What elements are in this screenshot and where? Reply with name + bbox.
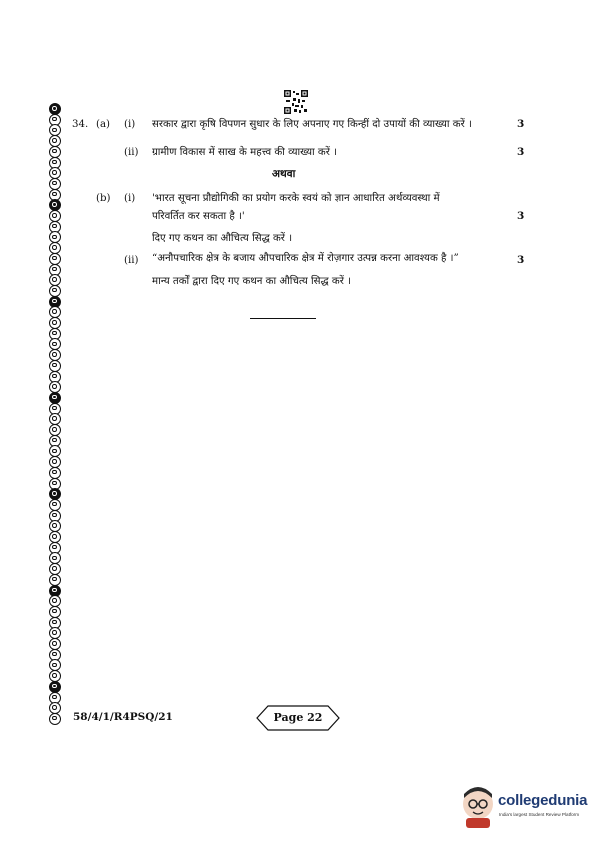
margin-ring-icon (49, 467, 61, 479)
part-b-i-marks: 3 (517, 210, 525, 222)
part-b-i-line3: दिए गए कथन का औचित्य सिद्ध करें । (152, 233, 293, 244)
margin-ring-icon (49, 146, 61, 158)
page-number: Page 22 (273, 711, 323, 724)
part-a-ii-number: (ii) (124, 147, 139, 158)
logo-tagline: India's largest Student Review Platform (499, 812, 580, 817)
paper-code: 58/4/1/R4PSQ/21 (73, 711, 173, 723)
part-a-ii-text: ग्रामीण विकास में साख के महत्त्व की व्याख्या करें । (152, 147, 337, 158)
end-rule (250, 318, 316, 319)
part-a-i-number: (i) (124, 119, 136, 130)
part-b-ii-marks: 3 (517, 254, 525, 266)
margin-ring-icon (49, 713, 61, 725)
part-b-i-line2: परिवर्तित कर सकता है ।' (152, 211, 245, 222)
margin-ring-icon (49, 574, 61, 586)
part-b-i-line1: 'भारत सूचना प्रौद्योगिकी का प्रयोग करके स्वयं को ज्ञान आधारित अर्थव्यवस्था में (152, 193, 440, 204)
part-b-i-number: (i) (124, 193, 136, 204)
qr-code-icon (284, 90, 308, 114)
part-a-ii-marks: 3 (517, 146, 525, 158)
part-a-i-text: सरकार द्वारा कृषि विपणन सुधार के लिए अपनाए गए किन्हीं दो उपायों की व्याख्या करें । (152, 119, 472, 130)
part-a-label: (a) (96, 119, 111, 130)
question-number: 34. (72, 119, 89, 130)
part-b-ii-line2: मान्य तर्कों द्वारा दिए गए कथन का औचित्य सिद्ध करें । (152, 276, 352, 287)
part-b-ii-line1: “अनौपचारिक क्षेत्र के बजाय औपचारिक क्षेत्र में रोज़गार उत्पन्न करना आवश्यक है ।” (152, 253, 459, 264)
margin-ring-column (49, 103, 63, 723)
margin-ring-icon (49, 253, 61, 265)
margin-ring-icon (49, 360, 61, 372)
logo-name: collegedunia (498, 792, 588, 809)
part-a-i-marks: 3 (517, 118, 525, 130)
part-b-ii-number: (ii) (124, 255, 139, 266)
margin-ring-icon (49, 681, 61, 693)
part-b-label: (b) (96, 193, 111, 204)
or-label: अथवा (272, 168, 296, 180)
